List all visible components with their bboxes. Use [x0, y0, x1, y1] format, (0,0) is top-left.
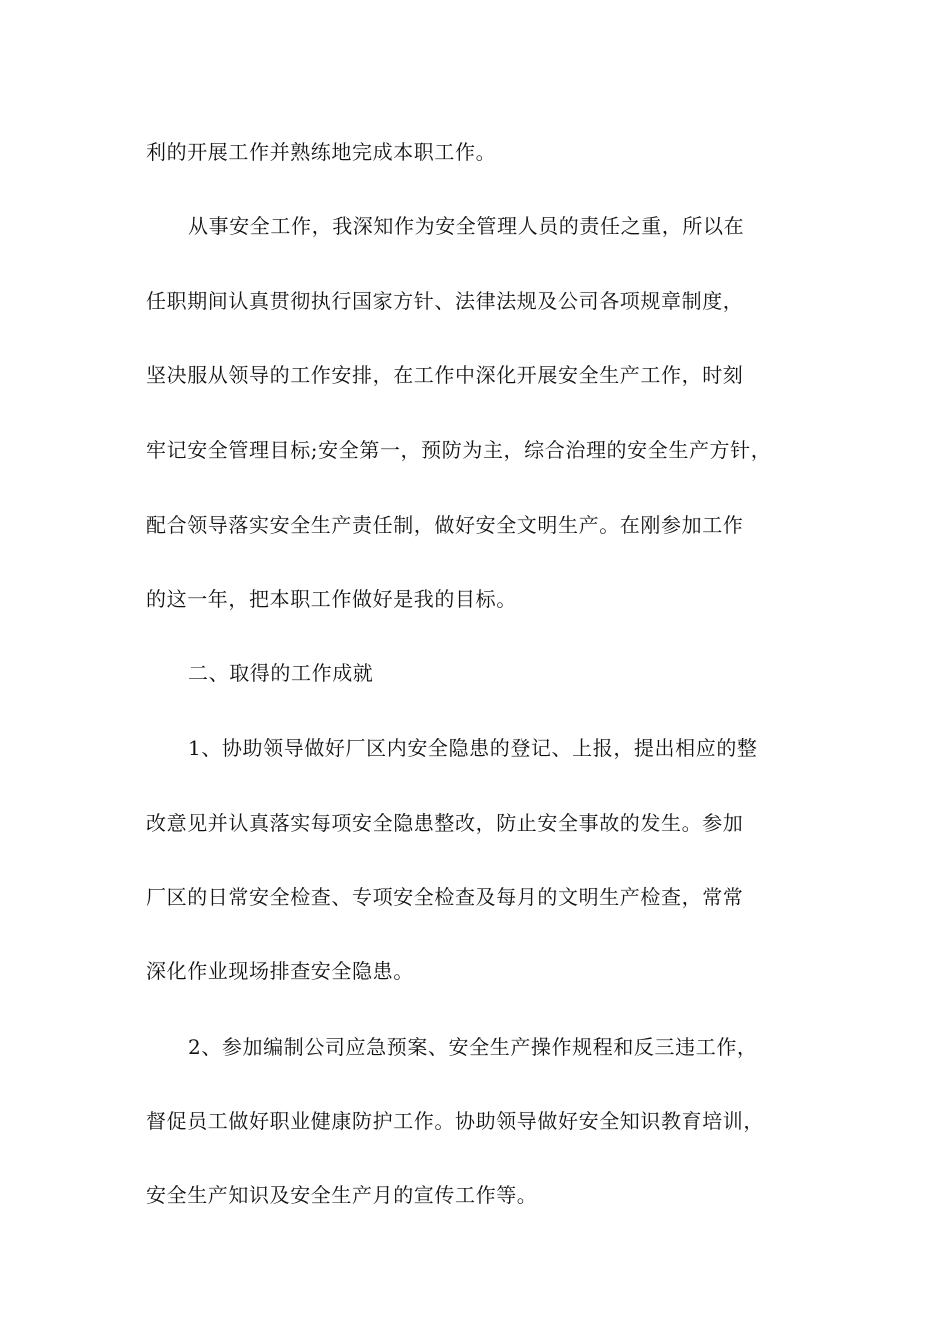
paragraph-line: 牢记安全管理目标;安全第一，预防为主，综合治理的安全生产方针， — [146, 438, 772, 462]
paragraph-line: 安全生产知识及安全生产月的宣传工作等。 — [146, 1183, 538, 1207]
paragraph-line: 任职期间认真贯彻执行国家方针、法律法规及公司各项规章制度， — [146, 289, 744, 313]
paragraph-line: 坚决服从领导的工作安排，在工作中深化开展安全生产工作，时刻 — [146, 363, 744, 387]
paragraph-line: 配合领导落实安全生产责任制，做好安全文明生产。在刚参加工作 — [146, 513, 744, 537]
section-heading: 二、取得的工作成就 — [188, 661, 374, 685]
paragraph-line: 1、协助领导做好厂区内安全隐患的登记、上报，提出相应的整 — [188, 736, 758, 760]
paragraph-line: 2、参加编制公司应急预案、安全生产操作规程和反三违工作， — [188, 1035, 758, 1059]
paragraph-line: 督促员工做好职业健康防护工作。协助领导做好安全知识教育培训， — [146, 1109, 764, 1133]
paragraph-line: 厂区的日常安全检查、专项安全检查及每月的文明生产检查，常常 — [146, 885, 744, 909]
paragraph-line: 改意见并认真落实每项安全隐患整改，防止安全事故的发生。参加 — [146, 811, 744, 835]
paragraph-line: 深化作业现场排查安全隐患。 — [146, 959, 414, 983]
paragraph-line: 利的开展工作并熟练地完成本职工作。 — [146, 140, 497, 164]
paragraph-line: 的这一年，把本职工作做好是我的目标。 — [146, 587, 517, 611]
paragraph-line: 从事安全工作，我深知作为安全管理人员的责任之重，所以在 — [188, 214, 745, 238]
